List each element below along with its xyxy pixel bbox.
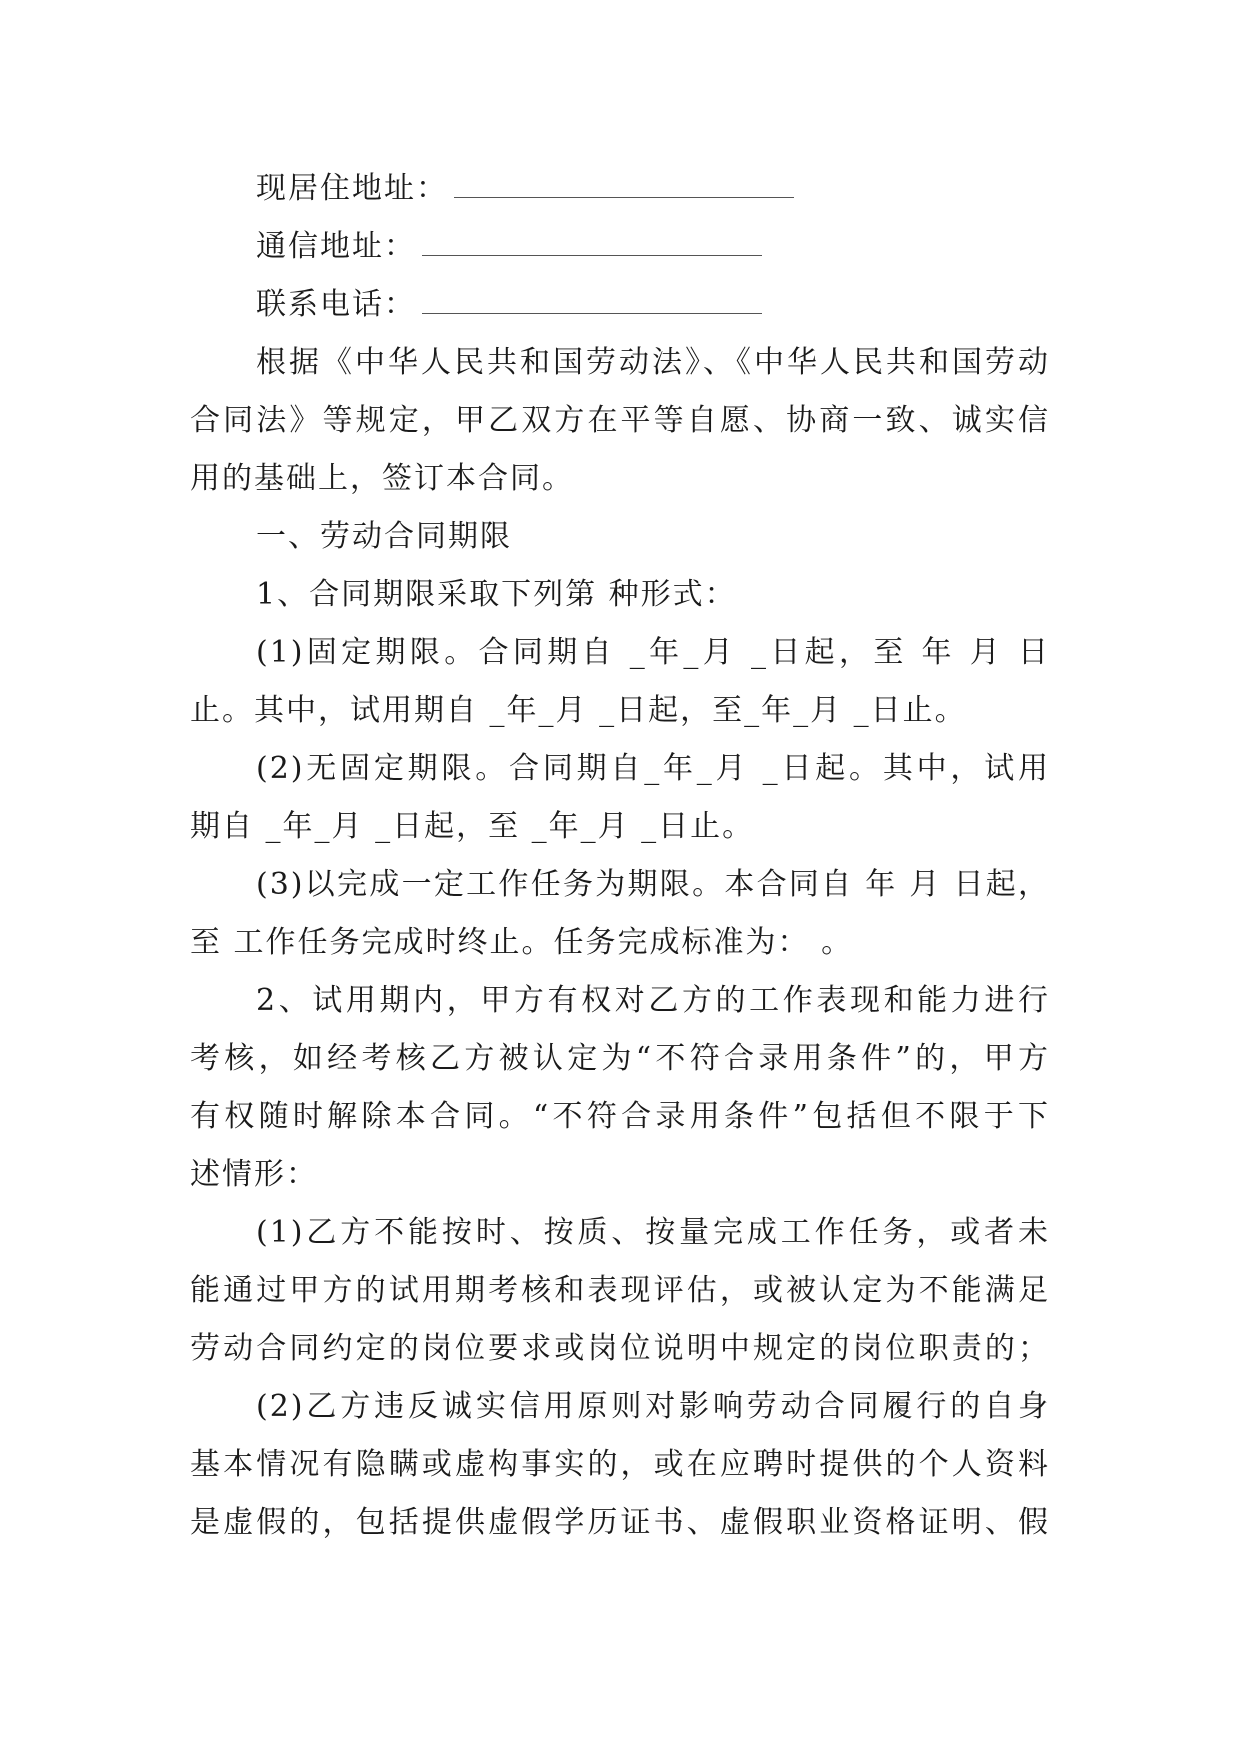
- mailing-address-label: 通信地址：: [256, 229, 416, 264]
- item-1-1-line-1: (1)固定期限。合同期自 _年_月 _日起，至 年 月 日: [256, 635, 1050, 670]
- item-2-line-3: 有权随时解除本合同。“不符合录用条件”包括但不限于下: [190, 1099, 1050, 1134]
- intro-line-2: 合同法》等规定，甲乙双方在平等自愿、协商一致、诚实信: [190, 403, 1050, 438]
- intro-line-3: 用的基础上，签订本合同。: [190, 461, 574, 496]
- contract-page: [190, 160, 1050, 1552]
- current-address-blank[interactable]: [454, 167, 794, 198]
- phone-field: [190, 276, 1050, 334]
- item-1-2-line-2: 期自 _年_月 _日起，至 _年_月 _日止。: [190, 809, 755, 844]
- phone-label: 联系电话：: [256, 287, 416, 322]
- mailing-address-blank[interactable]: [422, 225, 762, 256]
- item-2-line-4: 述情形：: [190, 1157, 318, 1192]
- current-address-field: [190, 160, 1050, 218]
- item-2-2-line-3: 是虚假的，包括提供虚假学历证书、虚假职业资格证明、假: [190, 1505, 1050, 1540]
- item-2-line-1: 2、试用期内，甲方有权对乙方的工作表现和能力进行: [256, 983, 1050, 1018]
- intro-line-1: 根据《中华人民共和国劳动法》、《中华人民共和国劳动: [256, 345, 1050, 380]
- item-2-1-line-2: 能通过甲方的试用期考核和表现评估，或被认定为不能满足: [190, 1273, 1050, 1308]
- mailing-address-field: [190, 218, 1050, 276]
- item-1-3-line-1: (3)以完成一定工作任务为期限。本合同自 年 月 日起，: [256, 867, 1050, 902]
- item-1-1-line-2: 止。其中，试用期自 _年_月 _日起，至_年_月 _日止。: [190, 693, 967, 728]
- current-address-label: 现居住地址：: [256, 171, 448, 206]
- section-title-contract-term: 一、劳动合同期限: [256, 519, 512, 554]
- item-1: 1、合同期限采取下列第 种形式：: [256, 577, 737, 612]
- phone-blank[interactable]: [422, 283, 762, 314]
- item-2-2-line-2: 基本情况有隐瞒或虚构事实的，或在应聘时提供的个人资料: [190, 1447, 1050, 1482]
- item-2-2-line-1: (2)乙方违反诚实信用原则对影响劳动合同履行的自身: [256, 1389, 1050, 1424]
- item-1-3-line-2: 至 工作任务完成时终止。任务完成标准为： 。: [190, 925, 854, 960]
- item-2-1-line-3: 劳动合同约定的岗位要求或岗位说明中规定的岗位职责的；: [190, 1331, 1050, 1366]
- item-2-line-2: 考核，如经考核乙方被认定为“不符合录用条件”的，甲方: [190, 1041, 1050, 1076]
- item-1-2-line-1: (2)无固定期限。合同期自_年_月 _日起。其中，试用: [256, 751, 1050, 786]
- item-2-1-line-1: (1)乙方不能按时、按质、按量完成工作任务，或者未: [256, 1215, 1050, 1250]
